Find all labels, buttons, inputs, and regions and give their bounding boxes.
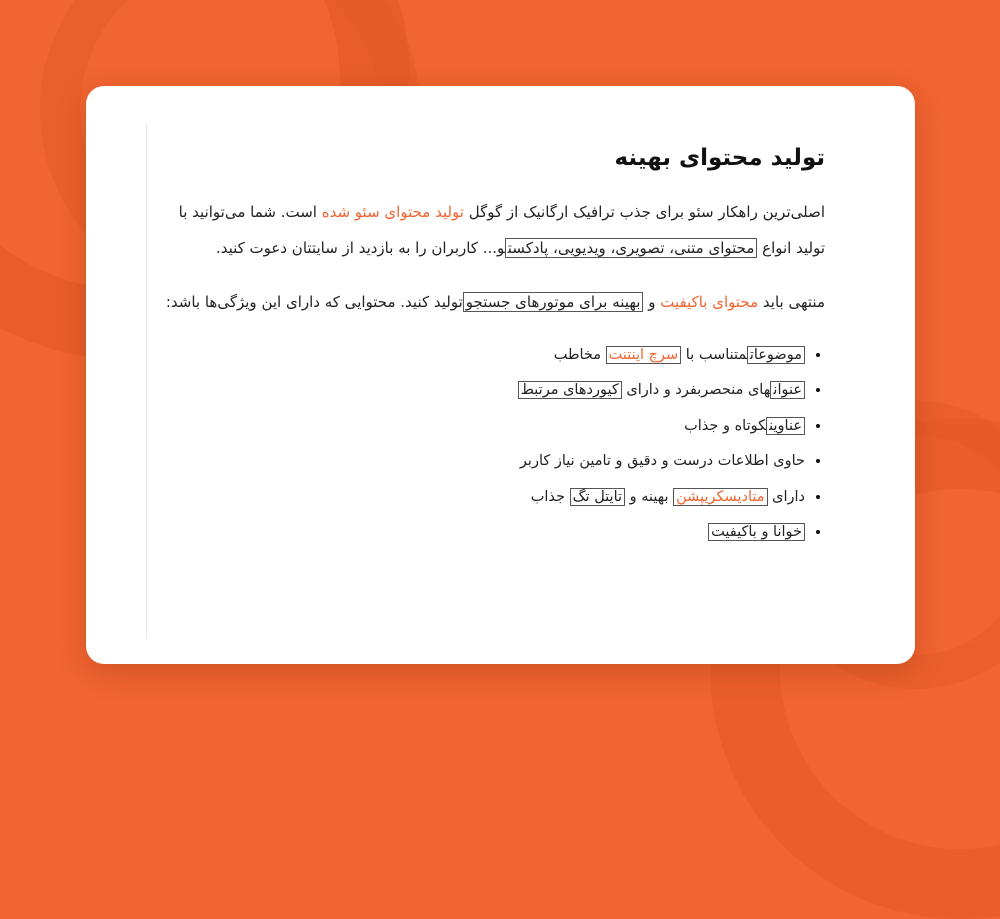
title-tag-highlight: تایتل تگ [570,488,625,506]
list-item-text: مخاطب [553,346,606,363]
intro-text: اصلی‌ترین راهکار سئو برای جذب ترافیک ارگانیک از گوگل [463,202,825,221]
keywords-highlight: کیوردهای مرتبط [518,381,622,399]
readable-highlight: خوانا و باکیفیت [708,523,805,541]
list-item-text: جذاب [530,488,570,505]
search-engine-highlight: بهینه برای موتورهای جستجو [463,292,644,312]
list-item-text: کوتاه و جذاب [684,417,767,434]
list-item [164,373,805,409]
list-item [164,480,805,516]
quality-text-2: و [643,292,661,311]
topics-highlight: موضوعات [747,346,805,364]
quality-content-link[interactable]: محتوای باکیفیت [660,292,759,311]
list-item-text: حاوی اطلاعات درست و دقیق و تامین نیاز کاربر [519,453,805,470]
list-item-text: متناسب با [681,346,747,363]
list-item-text: بهینه و [625,488,674,505]
seo-content-link[interactable]: تولید محتوای سئو شده [321,202,464,221]
quality-paragraph [164,284,825,320]
title-highlight: عنوان [770,381,805,399]
content-card [86,86,915,664]
list-item-text: دارای [767,488,805,505]
meta-description-link[interactable]: متادیسکریپشن [673,488,767,506]
list-item [164,444,805,480]
intro-paragraph [164,194,825,266]
features-list [164,338,825,551]
section-heading: تولید محتوای بهینه [614,145,825,171]
search-intent-link[interactable]: سرچ اینتنت [606,346,682,364]
list-item-text: های منحصربفرد و دارای [621,382,771,399]
divider-line [146,124,147,638]
list-item [164,409,805,445]
headings-highlight: عناوین [766,417,805,435]
intro-text-3: و... کاربران را به بازدید از سایتتان دعوت کنید. [215,238,505,257]
list-item [164,515,805,551]
article-body [164,144,825,551]
content-types-highlight: محتوای متنی، تصویری، ویدیویی، پادکست [505,238,758,258]
quality-text-3: تولید کنید. محتوایی که دارای این ویژگی‌ها باشد: [165,292,463,311]
quality-text: منتهی باید [758,292,825,311]
list-item [164,338,805,374]
intro-text-2: است. شما می‌توانید با تولید انواع [178,202,825,257]
